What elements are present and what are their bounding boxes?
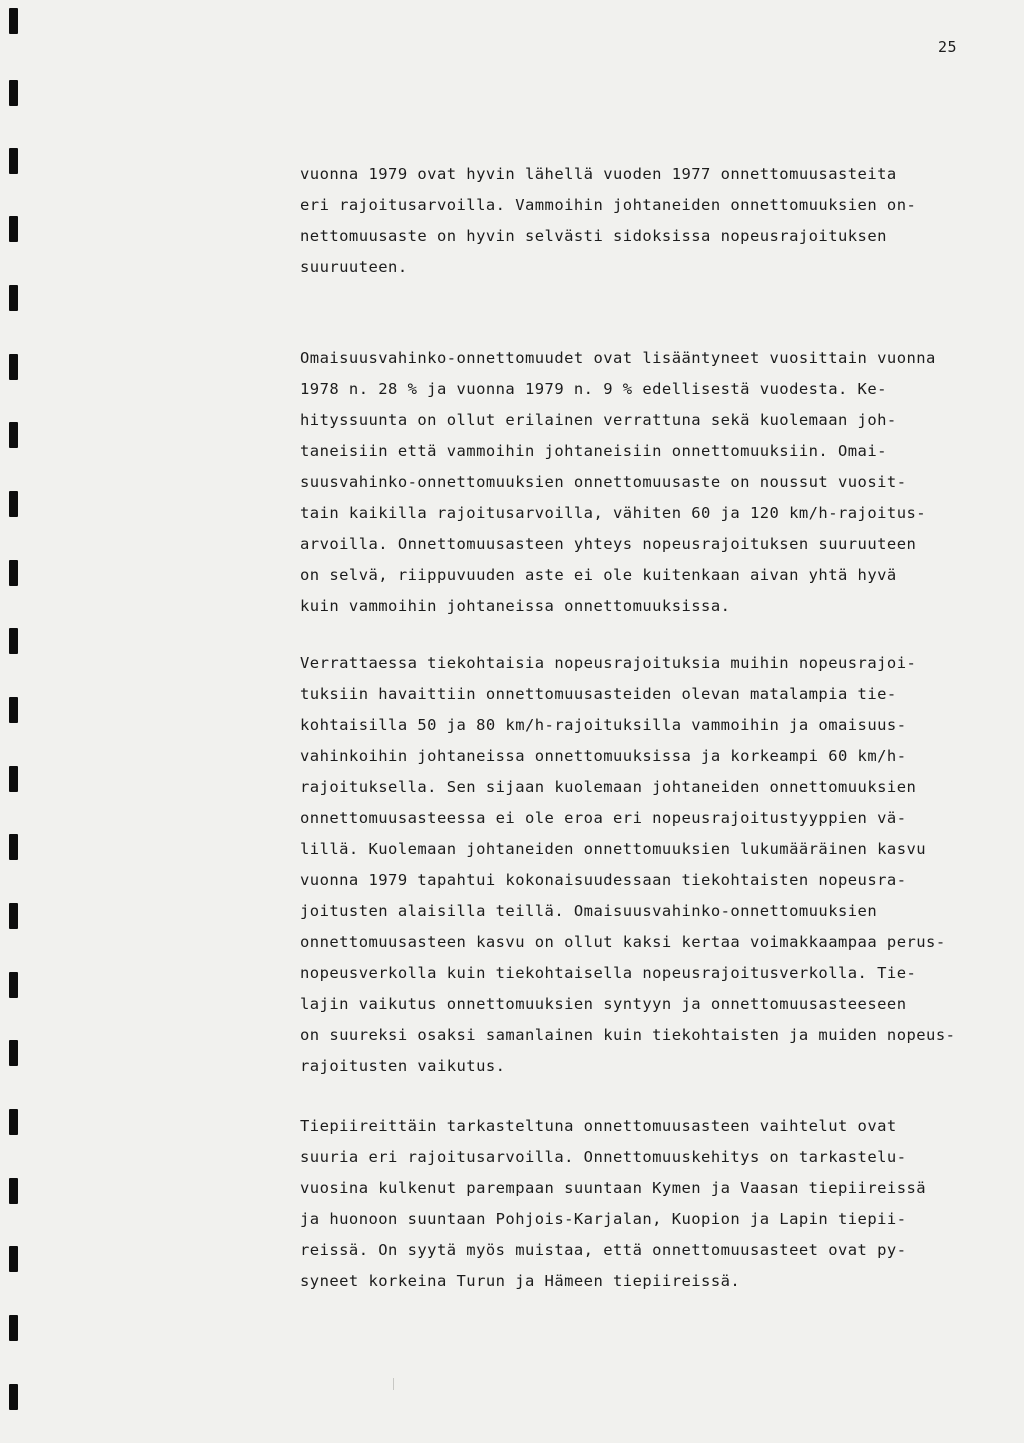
page-number: 25 — [938, 38, 958, 56]
text-line: joitusten alaisilla teillä. Omaisuusvahinko-onnettomuuksien — [300, 902, 878, 920]
binding-hole — [9, 1246, 18, 1272]
text-line: eri rajoitusarvoilla. Vammoihin johtaneiden onnettomuuksien on- — [300, 196, 917, 214]
text-line: nopeusverkolla kuin tiekohtaisella nopeusrajoitusverkolla. Tie- — [300, 964, 917, 982]
binding-hole — [9, 1109, 18, 1135]
text-line: rajoituksella. Sen sijaan kuolemaan johtaneiden onnettomuuksien — [300, 778, 917, 796]
binding-hole — [9, 422, 18, 448]
text-line: nettomuusaste on hyvin selvästi sidoksissa nopeusrajoituksen — [300, 227, 887, 245]
text-line: suuruuteen. — [300, 258, 408, 276]
text-line: ja huonoon suuntaan Pohjois-Karjalan, Kuopion ja Lapin tiepii- — [300, 1210, 907, 1228]
paragraph-4 — [300, 1111, 926, 1297]
text-line: Omaisuusvahinko-onnettomuudet ovat lisääntyneet vuosittain vuonna — [300, 349, 936, 367]
text-line: reissä. On syytä myös muistaa, että onnettomuusasteet ovat py- — [300, 1241, 907, 1259]
text-line: vuonna 1979 ovat hyvin lähellä vuoden 1977 onnettomuusasteita — [300, 165, 897, 183]
binding-hole — [9, 834, 18, 860]
binding-hole — [9, 80, 18, 106]
text-line: Tiepiireittäin tarkasteltuna onnettomuusasteen vaihtelut ovat — [300, 1117, 897, 1135]
binding-hole — [9, 1040, 18, 1066]
text-line: arvoilla. Onnettomuusasteen yhteys nopeusrajoituksen suuruuteen — [300, 535, 917, 553]
text-line: on selvä, riippuvuuden aste ei ole kuitenkaan aivan yhtä hyvä — [300, 566, 897, 584]
text-line: onnettomuusasteessa ei ole eroa eri nopeusrajoitustyyppien vä- — [300, 809, 907, 827]
text-line: tain kaikilla rajoitusarvoilla, vähiten 60 ja 120 km/h-rajoitus- — [300, 504, 927, 522]
binding-hole — [9, 903, 18, 929]
binding-hole — [9, 697, 18, 723]
text-line: rajoitusten vaikutus. — [300, 1057, 506, 1075]
binding-hole — [9, 1178, 18, 1204]
binding-holes — [0, 0, 20, 1443]
binding-hole — [9, 354, 18, 380]
text-line: lajin vaikutus onnettomuuksien syntyyn ja onnettomuusasteeseen — [300, 995, 907, 1013]
binding-hole — [9, 1315, 18, 1341]
text-line: onnettomuusasteen kasvu on ollut kaksi kertaa voimakkaampaa perus- — [300, 933, 946, 951]
binding-hole — [9, 1384, 18, 1410]
paragraph-3 — [300, 648, 955, 1082]
binding-hole — [9, 8, 18, 34]
text-line: Verrattaessa tiekohtaisia nopeusrajoituksia muihin nopeusrajoi- — [300, 654, 917, 672]
text-line: kohtaisilla 50 ja 80 km/h-rajoituksilla vammoihin ja omaisuus- — [300, 716, 907, 734]
binding-hole — [9, 628, 18, 654]
text-line: hityssuunta on ollut erilainen verrattuna sekä kuolemaan joh- — [300, 411, 897, 429]
text-line: kuin vammoihin johtaneissa onnettomuuksissa. — [300, 597, 731, 615]
binding-hole — [9, 285, 18, 311]
text-line: taneisiin että vammoihin johtaneisiin onnettomuuksiin. Omai- — [300, 442, 887, 460]
text-line: suusvahinko-onnettomuuksien onnettomuusaste on noussut vuosit- — [300, 473, 907, 491]
scan-speck — [393, 1378, 394, 1390]
binding-hole — [9, 972, 18, 998]
text-line: lillä. Kuolemaan johtaneiden onnettomuuksien lukumääräinen kasvu — [300, 840, 927, 858]
text-line: vahinkoihin johtaneissa onnettomuuksissa ja korkeampi 60 km/h- — [300, 747, 907, 765]
binding-hole — [9, 560, 18, 586]
text-line: on suureksi osaksi samanlainen kuin tiekohtaisten ja muiden nopeus- — [300, 1026, 956, 1044]
binding-hole — [9, 491, 18, 517]
text-line: vuosina kulkenut parempaan suuntaan Kymen ja Vaasan tiepiireissä — [300, 1179, 927, 1197]
text-line: tuksiin havaittiin onnettomuusasteiden olevan matalampia tie- — [300, 685, 897, 703]
paragraph-1 — [300, 159, 916, 283]
text-line: suuria eri rajoitusarvoilla. Onnettomuuskehitys on tarkastelu- — [300, 1148, 907, 1166]
paragraph-2 — [300, 343, 936, 622]
text-line: vuonna 1979 tapahtui kokonaisuudessaan tiekohtaisten nopeusra- — [300, 871, 907, 889]
text-line: syneet korkeina Turun ja Hämeen tiepiireissä. — [300, 1272, 741, 1290]
binding-hole — [9, 148, 18, 174]
binding-hole — [9, 766, 18, 792]
binding-hole — [9, 216, 18, 242]
text-line: 1978 n. 28 % ja vuonna 1979 n. 9 % edellisestä vuodesta. Ke- — [300, 380, 887, 398]
